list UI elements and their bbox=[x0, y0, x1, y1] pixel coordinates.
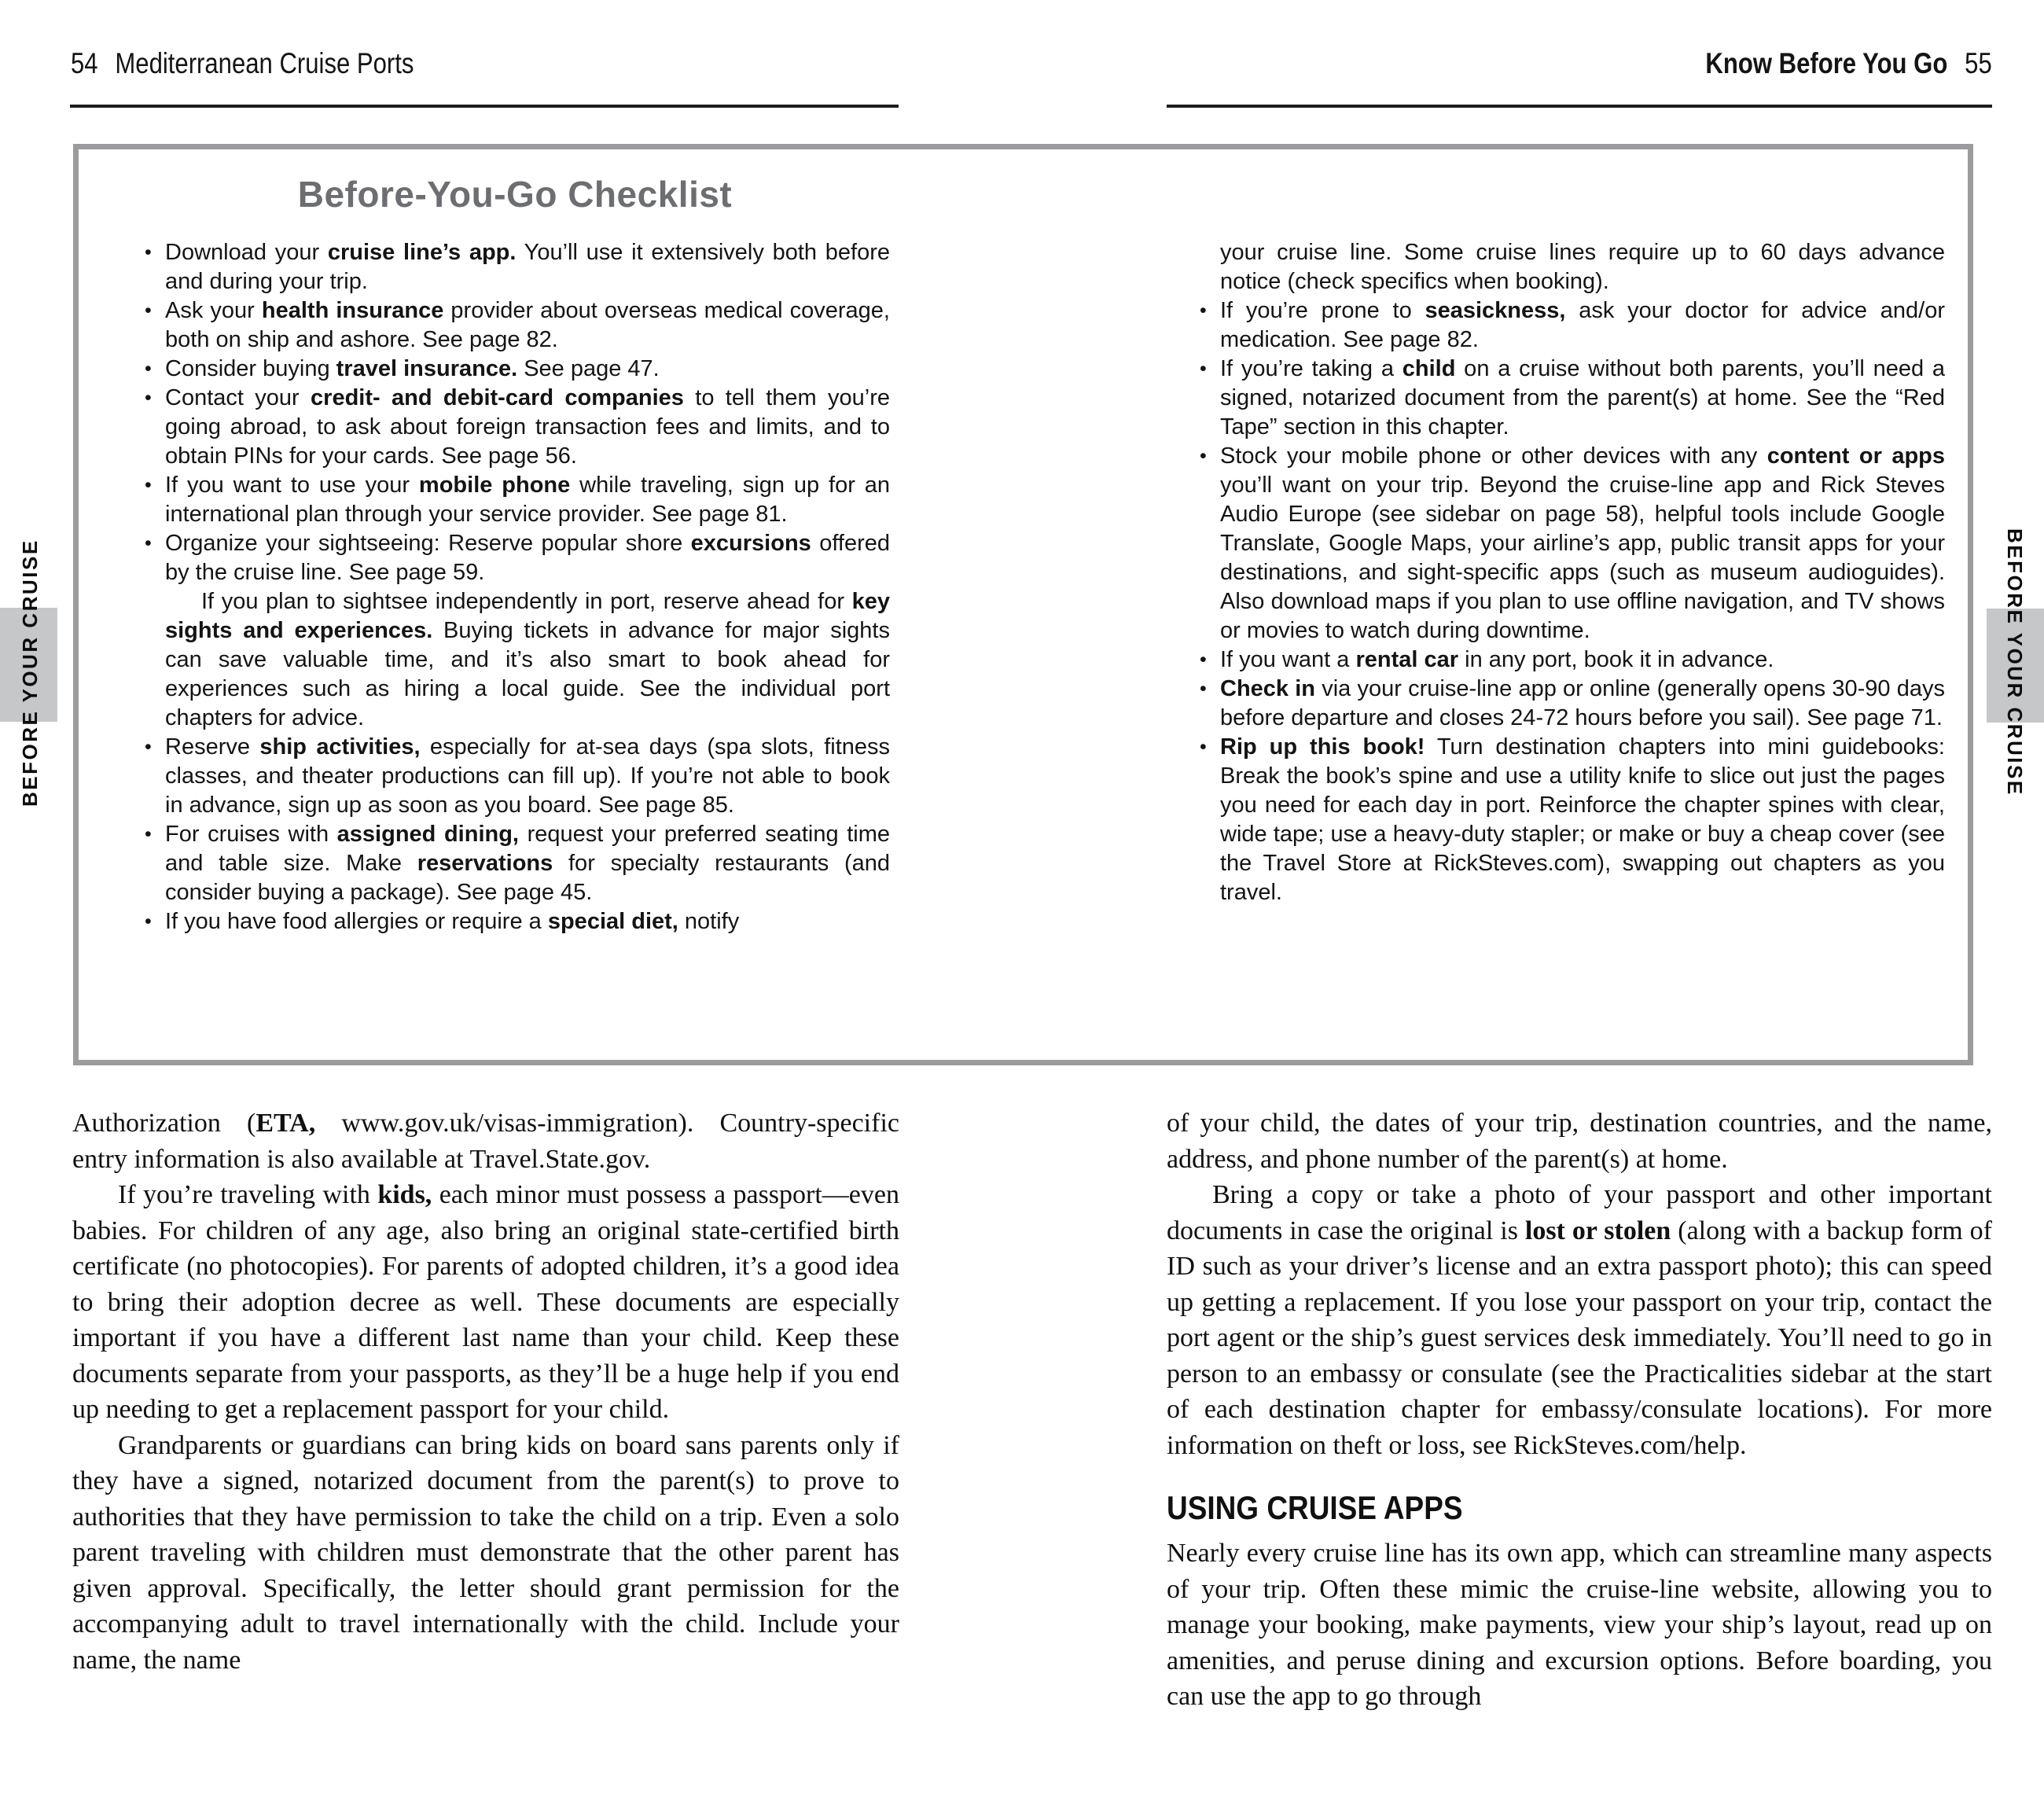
text: Download your bbox=[165, 240, 328, 265]
bold-text: travel insurance. bbox=[336, 356, 518, 381]
bullet-icon: • bbox=[145, 358, 152, 380]
checklist-item bbox=[142, 238, 890, 296]
bullet-icon: • bbox=[1200, 445, 1207, 467]
checklist-item bbox=[142, 384, 890, 471]
text: If you’re taking a bbox=[1220, 356, 1402, 381]
checklist-item bbox=[1197, 238, 1945, 296]
bullet-icon: • bbox=[1200, 736, 1207, 758]
text: for specialty restaurants (and consider buying a package). See page 45. bbox=[165, 851, 890, 905]
text: especially for at-sea days (spa slots, fitness classes, and theater productions can fill up). If you’re not able to book in advance, sign up as soon as you board. See page 85. bbox=[165, 734, 891, 818]
body-paragraph bbox=[1167, 1177, 1992, 1463]
text: request your preferred seating time and table size. Make bbox=[165, 822, 890, 876]
chapter-section-title: Know Before You Go bbox=[1705, 47, 1948, 79]
text: Authorization ( bbox=[72, 1109, 256, 1138]
text: via your cruise-line app or online (generally opens 30-90 days before departure and closes 24-72 hours before you sail). See page 71. bbox=[1220, 676, 1945, 730]
bullet-icon: • bbox=[145, 910, 152, 932]
text: If you want to use your bbox=[165, 473, 419, 498]
right-page-number: 55 bbox=[1965, 47, 1992, 79]
bold-text: seasickness, bbox=[1425, 298, 1566, 323]
bold-text: child bbox=[1402, 356, 1456, 381]
bullet-icon: • bbox=[145, 300, 152, 322]
left-running-header bbox=[71, 47, 414, 80]
text: your cruise line. Some cruise lines require up to 60 days advance notice (check specifics when booking). bbox=[1220, 240, 1945, 294]
bullet-icon: • bbox=[1200, 300, 1207, 322]
text: while traveling, sign up for an international plan through your service provider. See page 81. bbox=[165, 473, 891, 527]
checklist-item bbox=[142, 355, 890, 384]
checklist-item bbox=[1197, 442, 1945, 646]
bold-text: mobile phone bbox=[418, 473, 571, 498]
bold-text: kids, bbox=[377, 1180, 432, 1209]
bold-text: Check in bbox=[1220, 676, 1316, 701]
text: on a cruise without both parents, you’ll need a signed, notarized document from the parent(s) at home. See the “Red Tape” section in this chapter. bbox=[1220, 356, 1945, 440]
bold-text: Rip up this book! bbox=[1220, 734, 1425, 760]
body-paragraph bbox=[72, 1177, 899, 1428]
body-paragraph bbox=[1167, 1105, 1992, 1177]
checklist-item bbox=[142, 529, 890, 587]
body-paragraph bbox=[1167, 1536, 1992, 1715]
bullet-icon: • bbox=[145, 532, 152, 554]
text: www.gov.uk/visas-immigration). Country-specific entry information is also available at Travel.State.gov. bbox=[72, 1109, 899, 1174]
text: Buying tickets in advance for major sights can save valuable time, and it’s also smart to book ahead for experiences such as hiring a local guide. See the individual port chapters for advice. bbox=[165, 618, 890, 730]
bold-text: health insurance bbox=[261, 298, 444, 323]
text: to tell them you’re going abroad, to ask about foreign transaction fees and limits, and to obtain PINs for your cards. See page 56. bbox=[165, 385, 890, 469]
body-paragraph bbox=[72, 1428, 899, 1679]
bullet-icon: • bbox=[145, 823, 152, 845]
bold-text: special diet, bbox=[547, 909, 678, 934]
text: notify bbox=[678, 909, 740, 934]
text: Nearly every cruise line has its own app, which can streamline many aspects of your trip. Often these mimic the cruise-line website, allowing you to manage your booking, make payments, view your ship’s layout, read up on amenities, and peruse dining and excursion options. Before boarding, you can use the app to go through bbox=[1167, 1539, 1992, 1712]
bold-text: lost or stolen bbox=[1524, 1216, 1671, 1245]
using-cruise-apps-heading: USING CRUISE APPS bbox=[1167, 1489, 1463, 1526]
checklist-item bbox=[142, 471, 890, 529]
text: For cruises with bbox=[165, 822, 337, 847]
bold-text: ETA, bbox=[256, 1109, 316, 1138]
bullet-icon: • bbox=[145, 736, 152, 758]
checklist-item bbox=[1197, 675, 1945, 733]
text: If you plan to sightsee independently in port, reserve ahead for bbox=[201, 589, 852, 614]
bold-text: credit- and debit-card companies bbox=[311, 385, 684, 410]
left-page-number: 54 bbox=[71, 47, 98, 79]
bullet-icon: • bbox=[1200, 678, 1207, 700]
left-chapter-tab-label: BEFORE YOUR CRUISE bbox=[18, 539, 42, 807]
text: See page 47. bbox=[517, 356, 660, 381]
text: in any port, book it in advance. bbox=[1458, 647, 1774, 672]
bold-text: key sights and experiences. bbox=[165, 589, 890, 643]
text: Organize your sightseeing: Reserve popular shore bbox=[165, 531, 691, 556]
body-right-upper bbox=[1167, 1105, 1992, 1463]
bold-text: excursions bbox=[690, 531, 811, 556]
checklist-item bbox=[142, 820, 890, 907]
text: If you’re prone to bbox=[1220, 298, 1425, 323]
body-right-lower bbox=[1167, 1536, 1992, 1715]
checklist-item bbox=[142, 296, 890, 355]
checklist-title: Before-You-Go Checklist bbox=[297, 174, 733, 215]
checklist-right-column bbox=[1197, 238, 1945, 907]
text: offered by the cruise line. See page 59. bbox=[165, 531, 890, 585]
checklist-item bbox=[142, 907, 890, 936]
text: Contact your bbox=[165, 385, 311, 410]
bullet-icon: • bbox=[1200, 358, 1207, 380]
text: Turn destination chapters into mini guidebooks: Break the book’s spine and use a utility knife to slice out just the pages you need for each day in port. Reinforce the chapter spines with clear, wide tape; use a heavy-duty stapler; or make or buy a cheap cover (see the Travel Store at RickSteves.com), swapping out chapters as you travel. bbox=[1220, 734, 1945, 905]
checklist-item bbox=[1197, 646, 1945, 675]
text: Bring a copy or take a photo of your passport and other important documents in case the original is bbox=[1167, 1180, 1992, 1245]
bold-text: content or apps bbox=[1766, 443, 1946, 469]
text: each minor must possess a passport—even babies. For children of any age, also bring an original state-certified birth certificate (no photocopies). For parents of adopted children, it’s a good idea to bring their adoption decree as well. These documents are especially important if you have a different last name than your child. Keep these documents separate from your passports, as they’ll be a huge help if you end up needing to get a replacement passport for your child. bbox=[72, 1180, 899, 1424]
left-header-rule bbox=[70, 105, 899, 108]
right-chapter-tab-label: BEFORE YOUR CRUISE bbox=[2003, 528, 2027, 796]
bold-text: ship activities, bbox=[259, 734, 421, 760]
text: Grandparents or guardians can bring kids on board sans parents only if they have a signed, notarized document from the parent(s) to prove to authorities that they have permission to take the child on a trip. Even a solo parent traveling with children must demonstrate that the other parent has given approval. Specifically, the letter should grant permission for the accompanying adult to travel internationally with the child. Include your name, the name bbox=[72, 1430, 899, 1675]
text: you’ll want on your trip. Beyond the cruise-line app and Rick Steves Audio Europe (see sidebar on page 58), helpful tools include Google Translate, Google Maps, your airline’s app, public transit apps for your destinations, and sight-specific apps (such as museum audioguides). Also download maps if you plan to use offline navigation, and TV shows or movies to watch during downtime. bbox=[1220, 473, 1945, 643]
text: Reserve bbox=[165, 734, 260, 760]
right-header-rule bbox=[1167, 105, 1992, 108]
bold-text: rental car bbox=[1355, 647, 1459, 672]
book-title: Mediterranean Cruise Ports bbox=[115, 47, 414, 79]
body-paragraph bbox=[72, 1105, 899, 1177]
bold-text: reservations bbox=[417, 851, 553, 876]
bullet-icon: • bbox=[1200, 649, 1207, 671]
checklist-item bbox=[142, 587, 890, 733]
text: If you want a bbox=[1220, 647, 1356, 672]
text: Consider buying bbox=[165, 356, 336, 381]
text: Stock your mobile phone or other devices with any bbox=[1220, 443, 1767, 469]
bullet-icon: • bbox=[145, 241, 152, 263]
text: provider about overseas medical coverage, both on ship and ashore. See page 82. bbox=[165, 298, 890, 352]
body-right-column bbox=[1167, 1105, 1992, 1715]
right-running-header bbox=[1706, 47, 1992, 80]
checklist-item bbox=[1197, 355, 1945, 442]
bold-text: cruise line’s app. bbox=[327, 240, 517, 265]
text: (along with a backup form of ID such as your driver’s license and an extra passport photo); this can speed up getting a replacement. If you lose your passport on your trip, contact the port agent or the ship’s guest services desk immediately. You’ll need to go in person to an embassy or consulate (see the Practicalities sidebar at the start of each destination chapter for embassy/consulate locations). For more information on theft or loss, see RickSteves.com/help. bbox=[1167, 1216, 1992, 1460]
text: of your child, the dates of your trip, destination countries, and the name, address, and phone number of the parent(s) at home. bbox=[1167, 1109, 1992, 1174]
checklist-item bbox=[1197, 296, 1945, 355]
bullet-icon: • bbox=[145, 387, 152, 409]
checklist-item bbox=[1197, 733, 1945, 907]
checklist-item bbox=[142, 733, 890, 820]
text: Ask your bbox=[165, 298, 262, 323]
text: You’ll use it extensively both before and during your trip. bbox=[165, 240, 890, 294]
text: ask your doctor for advice and/or medication. See page 82. bbox=[1220, 298, 1945, 352]
checklist-left-column bbox=[142, 238, 890, 936]
text: If you have food allergies or require a bbox=[165, 909, 548, 934]
bullet-icon: • bbox=[145, 474, 152, 496]
text: If you’re traveling with bbox=[118, 1180, 378, 1209]
body-left-column bbox=[72, 1105, 899, 1678]
bold-text: assigned dining, bbox=[336, 822, 519, 847]
